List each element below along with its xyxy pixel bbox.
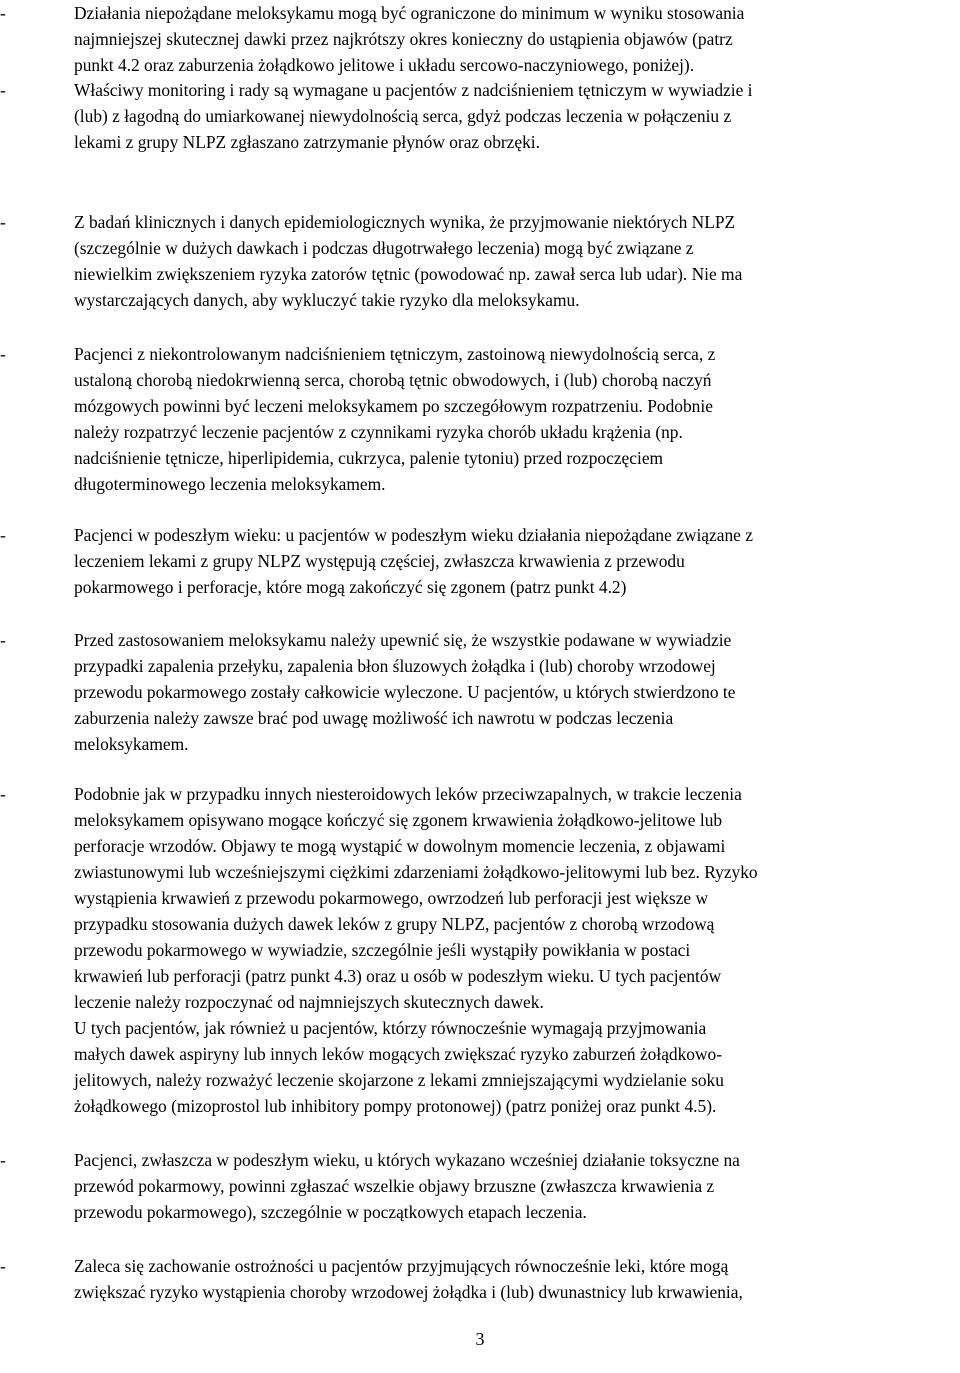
paragraph-line: punkt 4.2 oraz zaburzenia żołądkowo jelitowe i układu sercowo-naczyniowego, poniżej). bbox=[74, 55, 695, 75]
bullet-paragraph bbox=[0, 341, 715, 497]
paragraph-line: perforacje wrzodów. Objawy te mogą wystąpić w dowolnym momencie leczenia, z objawami bbox=[74, 836, 726, 856]
paragraph-line: przewodu pokarmowego zostały całkowicie wyleczone. U pacjentów, u których stwierdzono te bbox=[74, 682, 736, 702]
bullet-paragraph bbox=[0, 1147, 740, 1225]
paragraph-line: należy rozpatrzyć leczenie pacjentów z czynnikami ryzyka chorób układu krążenia (np. bbox=[74, 422, 683, 442]
paragraph-line: jelitowych, należy rozważyć leczenie skojarzone z lekami zmniejszającymi wydzielanie soku bbox=[74, 1070, 724, 1090]
paragraph-line: wystarczających danych, aby wykluczyć takie ryzyko dla meloksykamu. bbox=[74, 290, 580, 310]
bullet-dash: - bbox=[0, 1256, 6, 1276]
bullet-paragraph bbox=[0, 209, 742, 313]
paragraph-line: długoterminowego leczenia meloksykamem. bbox=[74, 474, 386, 494]
page-number: 3 bbox=[475, 1329, 485, 1349]
bullet-dash: - bbox=[0, 525, 6, 545]
paragraph-line: żołądkowego (mizoprostol lub inhibitory pompy protonowej) (patrz poniżej oraz punkt 4.5). bbox=[74, 1096, 717, 1116]
paragraph-line: przypadku stosowania dużych dawek leków z grupy NLPZ, pacjentów z chorobą wrzodową bbox=[74, 914, 715, 934]
bullet-dash: - bbox=[0, 344, 6, 364]
paragraph-line: Właściwy monitoring i rady są wymagane u pacjentów z nadciśnieniem tętniczym w wywiadzie i bbox=[74, 80, 753, 100]
paragraph-line: Podobnie jak w przypadku innych niesteroidowych leków przeciwzapalnych, w trakcie leczenia bbox=[74, 784, 742, 804]
bullet-paragraph bbox=[0, 0, 744, 78]
bullet-dash: - bbox=[0, 1150, 6, 1170]
paragraph-line: Pacjenci z niekontrolowanym nadciśnieniem tętniczym, zastoinową niewydolnością serca, z bbox=[74, 344, 716, 364]
paragraph-line: Działania niepożądane meloksykamu mogą być ograniczone do minimum w wyniku stosowania bbox=[74, 3, 745, 23]
paragraph-line: przewodu pokarmowego w wywiadzie, szczególnie jeśli wystąpiły powikłania w postaci bbox=[74, 940, 691, 960]
paragraph-line: leczeniem lekami z grupy NLPZ występują częściej, zwłaszcza krwawienia z przewodu bbox=[74, 551, 685, 571]
bullet-dash: - bbox=[0, 784, 6, 804]
bullet-paragraph bbox=[0, 522, 753, 600]
paragraph-line: U tych pacjentów, jak również u pacjentów, którzy równocześnie wymagają przyjmowania bbox=[74, 1018, 707, 1038]
paragraph-line: lekami z grupy NLPZ zgłaszano zatrzymanie płynów oraz obrzęki. bbox=[74, 132, 540, 152]
paragraph-line: nadciśnienie tętnicze, hiperlipidemia, cukrzyca, palenie tytoniu) przed rozpoczęciem bbox=[74, 448, 664, 468]
bullet-dash: - bbox=[0, 630, 6, 650]
paragraph-line: Pacjenci w podeszłym wieku: u pacjentów w podeszłym wieku działania niepożądane związane z bbox=[74, 525, 753, 545]
paragraph-line: zaburzenia należy zawsze brać pod uwagę możliwość ich nawrotu w podczas leczenia bbox=[74, 708, 674, 728]
paragraph-line: meloksykamem. bbox=[74, 734, 189, 754]
paragraph-line: najmniejszej skutecznej dawki przez najkrótszy okres konieczny do ustąpienia objawów (patrz bbox=[74, 29, 733, 49]
paragraph-line: Zaleca się zachowanie ostrożności u pacjentów przyjmujących równocześnie leki, które mogą bbox=[74, 1256, 729, 1276]
paragraph-line: przewodu pokarmowego), szczególnie w początkowych etapach leczenia. bbox=[74, 1202, 587, 1222]
paragraph-line: (szczególnie w dużych dawkach i podczas długotrwałego leczenia) mogą być związane z bbox=[74, 238, 694, 258]
paragraph-line: Przed zastosowaniem meloksykamu należy upewnić się, że wszystkie podawane w wywiadzie bbox=[74, 630, 732, 650]
paragraph-line: ustaloną chorobą niedokrwienną serca, chorobą tętnic obwodowych, i (lub) chorobą naczyń bbox=[74, 370, 712, 390]
bullet-dash: - bbox=[0, 80, 6, 100]
paragraph-line: zwiększać ryzyko wystąpienia choroby wrzodowej żołądka i (lub) dwunastnicy lub krwawienia, bbox=[74, 1282, 743, 1302]
paragraph-line: zwiastunowymi lub wcześniejszymi ciężkimi zdarzeniami żołądkowo-jelitowymi lub bez. Ryzyko bbox=[74, 862, 758, 882]
bullet-paragraph bbox=[0, 1253, 743, 1305]
bullet-dash: - bbox=[0, 3, 6, 23]
paragraph-line: mózgowych powinni być leczeni meloksykamem po szczegółowym rozpatrzeniu. Podobnie bbox=[74, 396, 713, 416]
paragraph-line: Z badań klinicznych i danych epidemiologicznych wynika, że przyjmowanie niektórych NLPZ bbox=[74, 212, 736, 232]
paragraph-line: przewód pokarmowy, powinni zgłaszać wszelkie objawy brzuszne (zwłaszcza krwawienia z bbox=[74, 1176, 715, 1196]
paragraph-line: leczenie należy rozpoczynać od najmniejszych skutecznych dawek. bbox=[74, 992, 544, 1012]
paragraph-line: krwawień lub perforacji (patrz punkt 4.3) oraz u osób w podeszłym wieku. U tych pacjentów bbox=[74, 966, 722, 986]
paragraph-line: pokarmowego i perforacje, które mogą zakończyć się zgonem (patrz punkt 4.2) bbox=[74, 577, 627, 597]
bullet-paragraph bbox=[0, 781, 758, 1119]
bullet-paragraph bbox=[0, 627, 735, 757]
paragraph-line: przypadki zapalenia przełyku, zapalenia błon śluzowych żołądka i (lub) choroby wrzodowej bbox=[74, 656, 716, 676]
bullet-paragraph bbox=[0, 77, 753, 155]
paragraph-line: małych dawek aspiryny lub innych leków mogących zwiększać ryzyko zaburzeń żołądkowo- bbox=[74, 1044, 723, 1064]
bullet-dash: - bbox=[0, 212, 6, 232]
paragraph-line: wystąpienia krwawień z przewodu pokarmowego, owrzodzeń lub perforacji jest większe w bbox=[74, 888, 709, 908]
paragraph-line: niewielkim zwiększeniem ryzyka zatorów tętnic (powodować np. zawał serca lub udar). Nie ma bbox=[74, 264, 743, 284]
paragraph-line: Pacjenci, zwłaszcza w podeszłym wieku, u których wykazano wcześniej działanie toksyczne na bbox=[74, 1150, 740, 1170]
paragraph-line: (lub) z łagodną do umiarkowanej niewydolnością serca, gdyż podczas leczenia w połączeniu z bbox=[74, 106, 732, 126]
paragraph-line: meloksykamem opisywano mogące kończyć się zgonem krwawienia żołądkowo-jelitowe lub bbox=[74, 810, 723, 830]
